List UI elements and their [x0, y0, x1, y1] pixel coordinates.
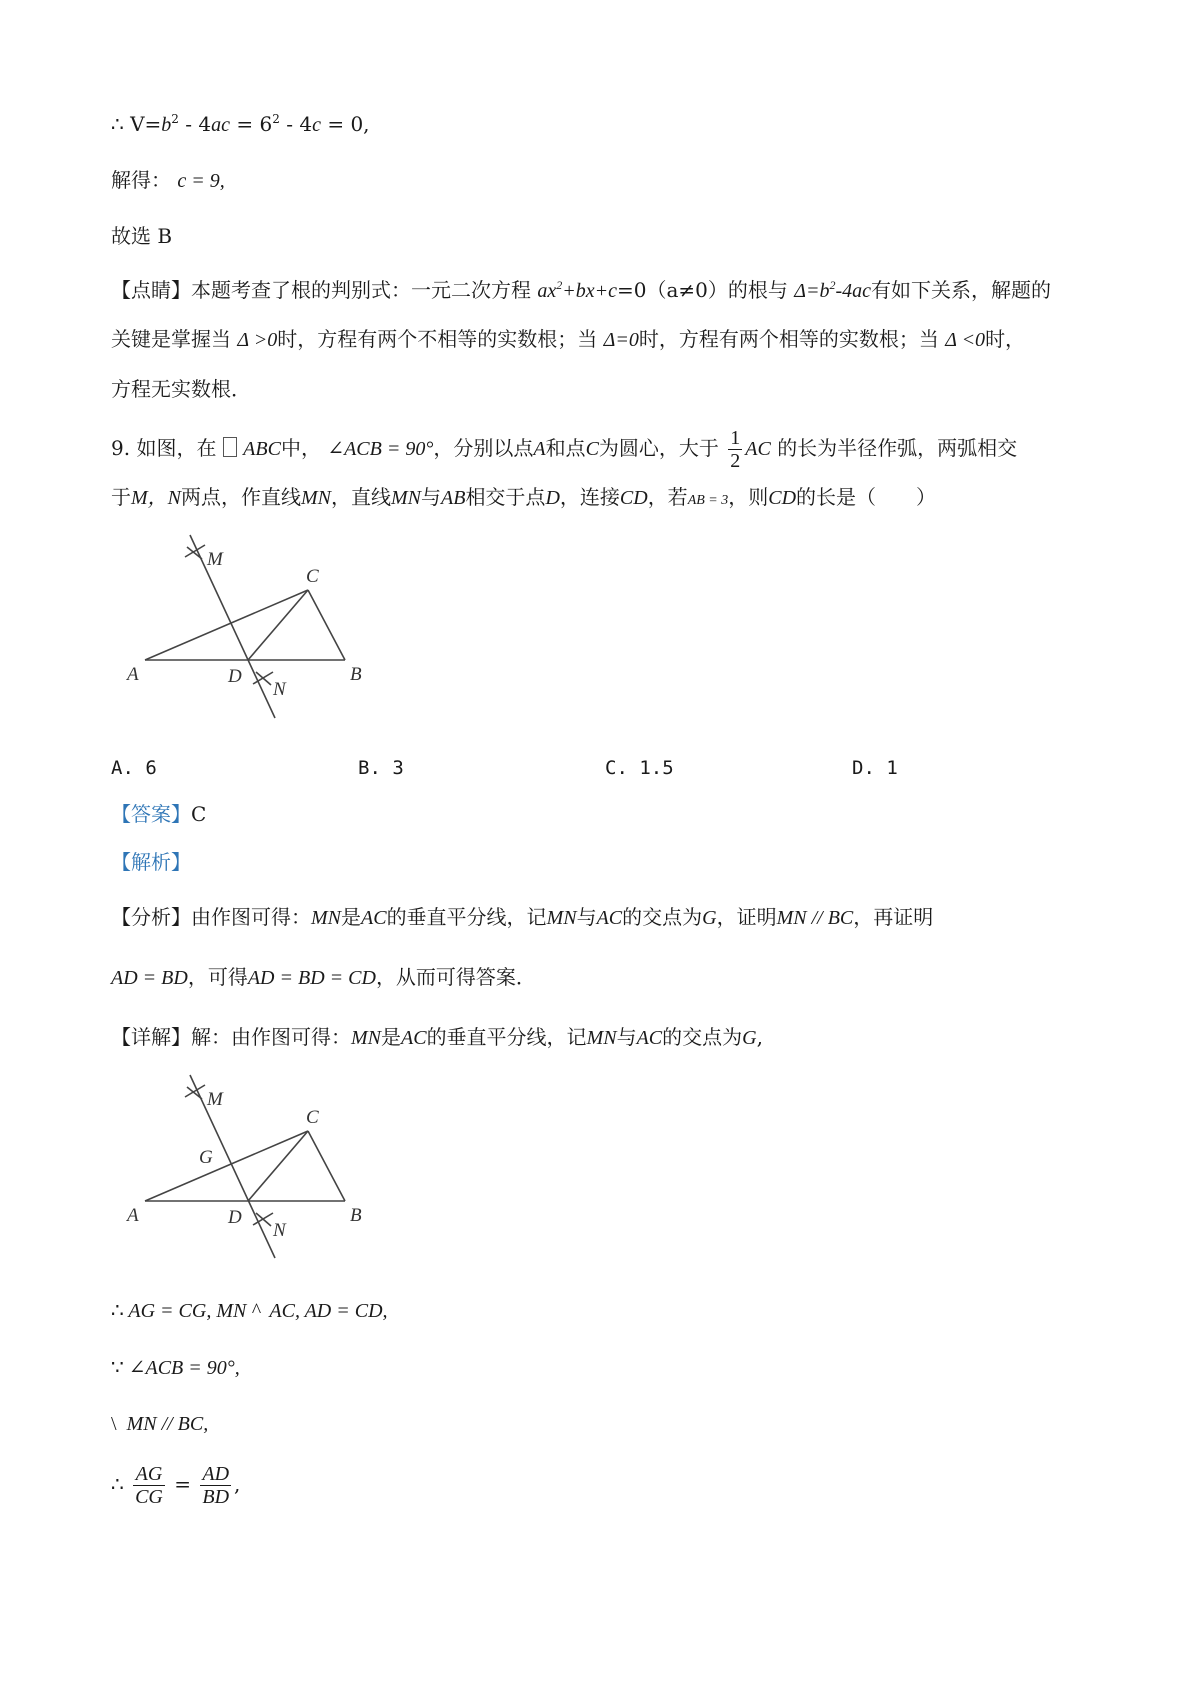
xj-mn-2: MN — [586, 1027, 617, 1049]
answer-line — [111, 802, 206, 826]
q9-text-b: 中， — [280, 436, 321, 460]
q9-l2-e: 相交于点 — [465, 485, 546, 509]
q9-l2-a: 于 — [111, 485, 131, 509]
xj-ac-2: AC — [636, 1027, 663, 1049]
trailing-comma: , — [234, 1472, 241, 1496]
triangle-symbol-box — [223, 437, 237, 457]
fenxi-a: 由作图可得： — [191, 905, 311, 929]
fig2-label-c: C — [306, 1107, 319, 1128]
option-d[interactable]: D. 1 — [852, 757, 898, 779]
question-9-line-2 — [111, 485, 936, 510]
fenxi-tag: 【分析】 — [111, 905, 191, 929]
delta-negative: Δ <0 — [945, 329, 986, 351]
fenxi-line-2 — [111, 965, 536, 990]
xj-mn: MN — [351, 1027, 381, 1049]
q9-l2-f: ，连接 — [559, 485, 620, 509]
fig1-label-n: N — [273, 679, 286, 700]
points-mn: M，N — [131, 487, 181, 509]
proof-step-2: ∵ ∠ACB = 90°, — [111, 1355, 240, 1379]
equals-sign: = — [174, 1472, 192, 1496]
xj-g: G — [742, 1027, 757, 1049]
fraction-ad-bd: $\frac{AD}{BD}$ — [202, 1463, 230, 1508]
fenxi-g-text: ，再证明 — [853, 905, 934, 929]
fig1-label-c: C — [306, 566, 319, 587]
q9-l2-d: 与 — [421, 485, 441, 509]
proof-step-1: ∴ AG = CG, MN ^ AC, AD = CD, — [111, 1298, 388, 1322]
fenxi-b: 是 — [341, 905, 361, 929]
fig2-label-n: N — [273, 1220, 286, 1241]
ad-equals-bd: AD = BD — [111, 967, 188, 989]
delta-zero: Δ=0 — [603, 329, 639, 351]
fig1-label-m: M — [207, 549, 223, 570]
solve-result: c = 9, — [177, 170, 225, 192]
fraction-half: $\frac{1}{2}$ — [730, 427, 741, 472]
point-d: D — [545, 487, 560, 509]
choice-conclusion: 故选 B — [111, 224, 173, 248]
quadratic-formula: $ax^2+bx+c$ — [537, 278, 617, 302]
segment-ac: AC — [745, 438, 771, 460]
fenxi-g: G — [702, 907, 717, 929]
figure-2-triangle-diagram — [125, 1075, 385, 1265]
point-c: C — [585, 438, 599, 460]
proof-step-4 — [111, 1463, 240, 1508]
q9-l2-b: 两点，作直线 — [181, 485, 301, 509]
answer-tag: 【答案】 — [111, 802, 191, 826]
q9-text-f: 的长为半径作弧，两弧相交 — [777, 436, 1018, 460]
q9-l2-h: ，则 — [728, 485, 769, 509]
segment-ab: AB — [441, 487, 466, 509]
fenxi-mn: MN — [311, 907, 341, 929]
fenxi-c: 的垂直平分线，记 — [386, 905, 547, 929]
q9-l2-g: ，若 — [647, 485, 688, 509]
fig1-label-a: A — [127, 664, 139, 685]
delta-positive: Δ >0 — [237, 329, 278, 351]
dianjing-l5a: 关键是掌握当 — [111, 327, 231, 351]
xj-e: 的交点为 — [662, 1025, 743, 1049]
xj-comma: , — [756, 1025, 763, 1049]
dianjing-l5b: 时，方程有两个不相等的实数根；当 — [277, 327, 598, 351]
q9-text-e: 为圆心，大于 — [598, 436, 719, 460]
option-b[interactable]: B. 3 — [358, 757, 404, 779]
q9-text-a: 9. 如图，在 — [111, 436, 217, 460]
proof-step-3: \ MN // BC, — [111, 1413, 209, 1435]
fenxi-line-1 — [111, 905, 933, 930]
question-9-line-1 — [111, 427, 1017, 472]
ab-equals-3: AB = 3 — [687, 493, 729, 508]
option-c[interactable]: C. 1.5 — [605, 757, 674, 779]
point-a: A — [533, 438, 546, 460]
line-mn: MN — [301, 487, 331, 509]
solve-prefix: 解得： — [111, 168, 171, 192]
delta-formula: $\Delta=b^2-4ac$ — [794, 278, 872, 302]
dianjing-line-3: 方程无实数根． — [111, 377, 251, 401]
fig1-label-b: B — [350, 664, 362, 685]
fig2-label-g: G — [199, 1147, 213, 1168]
fig1-label-d: D — [228, 666, 242, 687]
fenxi-mn-2: MN — [546, 907, 577, 929]
therefore-symbol: ∴ — [111, 1472, 124, 1496]
dianjing-text: 本题考查了根的判别式：一元二次方程 — [191, 278, 531, 302]
fenxi-ac: AC — [361, 907, 387, 929]
fig2-label-m: M — [207, 1089, 223, 1110]
dianjing-l5d: 时， — [985, 327, 1026, 351]
line-mn-2: MN — [391, 487, 421, 509]
triangle-abc: ABC — [243, 438, 281, 460]
fenxi-d: 与 — [576, 905, 597, 929]
option-a[interactable]: A. 6 — [111, 757, 157, 779]
dianjing-l5c: 时，方程有两个相等的实数根；当 — [638, 327, 939, 351]
xj-b: 是 — [381, 1025, 401, 1049]
xiangjie-a: 解：由作图可得： — [191, 1025, 351, 1049]
dianjing-text-c: 有如下关系，解题的 — [871, 278, 1052, 302]
ad-bd-cd: AD = BD = CD — [247, 967, 376, 989]
dianjing-text-b: （a≠0）的根与 — [646, 278, 788, 302]
q9-text-c: ，分别以点 — [433, 436, 534, 460]
angle-acb: ∠ACB = 90° — [327, 438, 434, 460]
q9-text-d: 和点 — [545, 436, 586, 460]
solve-line — [111, 168, 225, 193]
q9-l2-i: 的长是（ ） — [796, 485, 937, 509]
fig2-label-b: B — [350, 1205, 362, 1226]
step-discriminant: ∴ $V=b^2 - 4ac = 6^2 - 4c = 0$, — [111, 112, 370, 136]
fenxi2-b: ，可得 — [187, 965, 248, 989]
figure-1-triangle-diagram — [125, 535, 385, 725]
q9-l2-c: ，直线 — [331, 485, 391, 509]
fig2-label-d: D — [228, 1207, 242, 1228]
dianjing-tag: 【点睛】 — [111, 278, 191, 302]
answer-value: C — [191, 802, 207, 826]
fraction-ag-cg: $\frac{AG}{CG}$ — [135, 1463, 163, 1508]
xj-d: 与 — [616, 1025, 637, 1049]
xj-c: 的垂直平分线，记 — [426, 1025, 587, 1049]
fenxi-mn-parallel-bc: MN // BC — [776, 907, 854, 929]
xiangjie-line — [111, 1025, 763, 1050]
xj-ac: AC — [401, 1027, 427, 1049]
fenxi-e: 的交点为 — [622, 905, 703, 929]
dianjing-line-1: 【点睛】本题考查了根的判别式：一元二次方程 $ax^2+bx+c=0(a\ne 0)$的根与 $\Delta=b^2-4ac$有如下关系，解题的 — [111, 278, 1052, 302]
fig2-label-a: A — [127, 1205, 139, 1226]
fenxi-ac-2: AC — [596, 907, 623, 929]
fenxi-f: ，证明 — [716, 905, 777, 929]
dianjing-line-2 — [111, 327, 1025, 352]
xiangjie-tag: 【详解】 — [111, 1025, 191, 1049]
segment-cd: CD — [619, 487, 648, 509]
segment-cd-2: CD — [768, 487, 797, 509]
analysis-tag: 【解析】 — [111, 850, 191, 874]
fenxi2-d: ，从而可得答案． — [375, 965, 536, 989]
